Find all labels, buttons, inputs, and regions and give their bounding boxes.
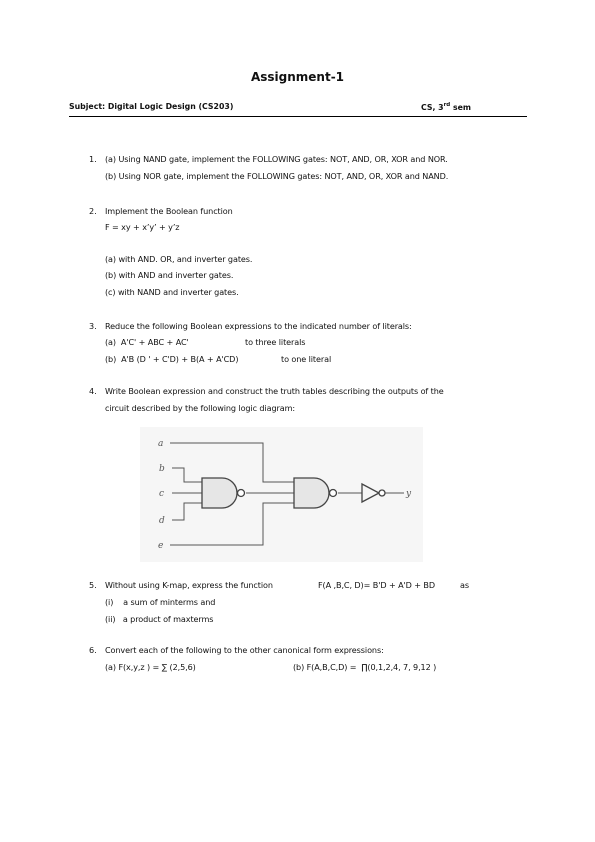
logic-diagram — [140, 427, 423, 562]
inverter-gate — [362, 484, 385, 502]
q5-text: Without using K-map, express the function — [105, 580, 273, 590]
q3-part-a-expression: (a) A'C' + ABC + AC' — [105, 337, 189, 347]
q2-part-a: (a) with AND. OR, and inverter gates. — [105, 254, 253, 264]
page-title: Assignment-1 — [250, 70, 345, 84]
q2-text: Implement the Boolean function — [105, 206, 233, 216]
label-b: b — [159, 464, 165, 474]
q5-as: as — [460, 580, 469, 590]
class-semester — [421, 102, 471, 112]
q2-part-b: (b) with AND and inverter gates. — [105, 270, 234, 280]
q3-number: 3. — [89, 321, 97, 331]
q4-text-line2: circuit described by the following logic diagram: — [105, 403, 296, 413]
q4-text-line1: Write Boolean expression and construct the truth tables describing the outputs of the — [105, 386, 444, 396]
q3-part-b-literals: to one literal — [281, 354, 332, 364]
q2-number: 2. — [89, 206, 97, 216]
q1-part-b: (b) Using NOR gate, implement the FOLLOWING gates: NOT, AND, OR, XOR and NAND. — [105, 171, 449, 181]
q3-part-b-expression: (b) A'B (D ' + C'D) + B(A + A'CD) — [105, 354, 239, 364]
class-prefix: CS, 3 — [421, 103, 444, 112]
wire-b — [172, 468, 202, 482]
q5-function: F(A ,B,C, D)= B'D + A'D + BD — [318, 580, 436, 590]
q4-number: 4. — [89, 386, 97, 396]
q6-part-a: (a) F(x,y,z ) = ∑ (2,5,6) — [105, 662, 196, 672]
label-y: y — [406, 489, 412, 499]
class-sup: rd — [443, 102, 451, 108]
wire-a — [170, 443, 294, 482]
label-e: e — [158, 541, 164, 551]
nand-gate-1 — [202, 478, 245, 508]
wire-e — [170, 503, 294, 545]
nand-gate-2 — [294, 478, 337, 508]
q6-text: Convert each of the following to the other canonical form expressions: — [105, 645, 384, 655]
q3-part-a-literals: to three literals — [245, 337, 306, 347]
q1-part-a: (a) Using NAND gate, implement the FOLLOWING gates: NOT, AND, OR, XOR and NOR. — [105, 154, 448, 164]
q5-number: 5. — [89, 580, 97, 590]
label-d: d — [159, 516, 165, 526]
class-suffix: sem — [450, 103, 472, 112]
q5-part-ii: (ii) a product of maxterms — [105, 614, 214, 624]
q3-text: Reduce the following Boolean expressions to the indicated number of literals: — [105, 321, 412, 331]
header-row — [69, 100, 527, 116]
q5-part-i: (i) a sum of minterms and — [105, 597, 216, 607]
logic-diagram-svg — [140, 427, 423, 562]
wire-d — [172, 503, 202, 520]
q6-number: 6. — [89, 645, 97, 655]
q2-part-c: (c) with NAND and inverter gates. — [105, 287, 239, 297]
q2-function: F = xy + x’y’ + y’z — [105, 222, 180, 232]
label-c: c — [159, 489, 165, 499]
header-rule — [69, 116, 527, 117]
q1-number: 1. — [89, 154, 97, 164]
label-a: a — [158, 439, 164, 449]
q6-part-b: (b) F(A,B,C,D) = ∏(0,1,2,4, 7, 9,12 ) — [293, 662, 437, 672]
subject-label: Subject: Digital Logic Design (CS203) — [69, 102, 234, 111]
